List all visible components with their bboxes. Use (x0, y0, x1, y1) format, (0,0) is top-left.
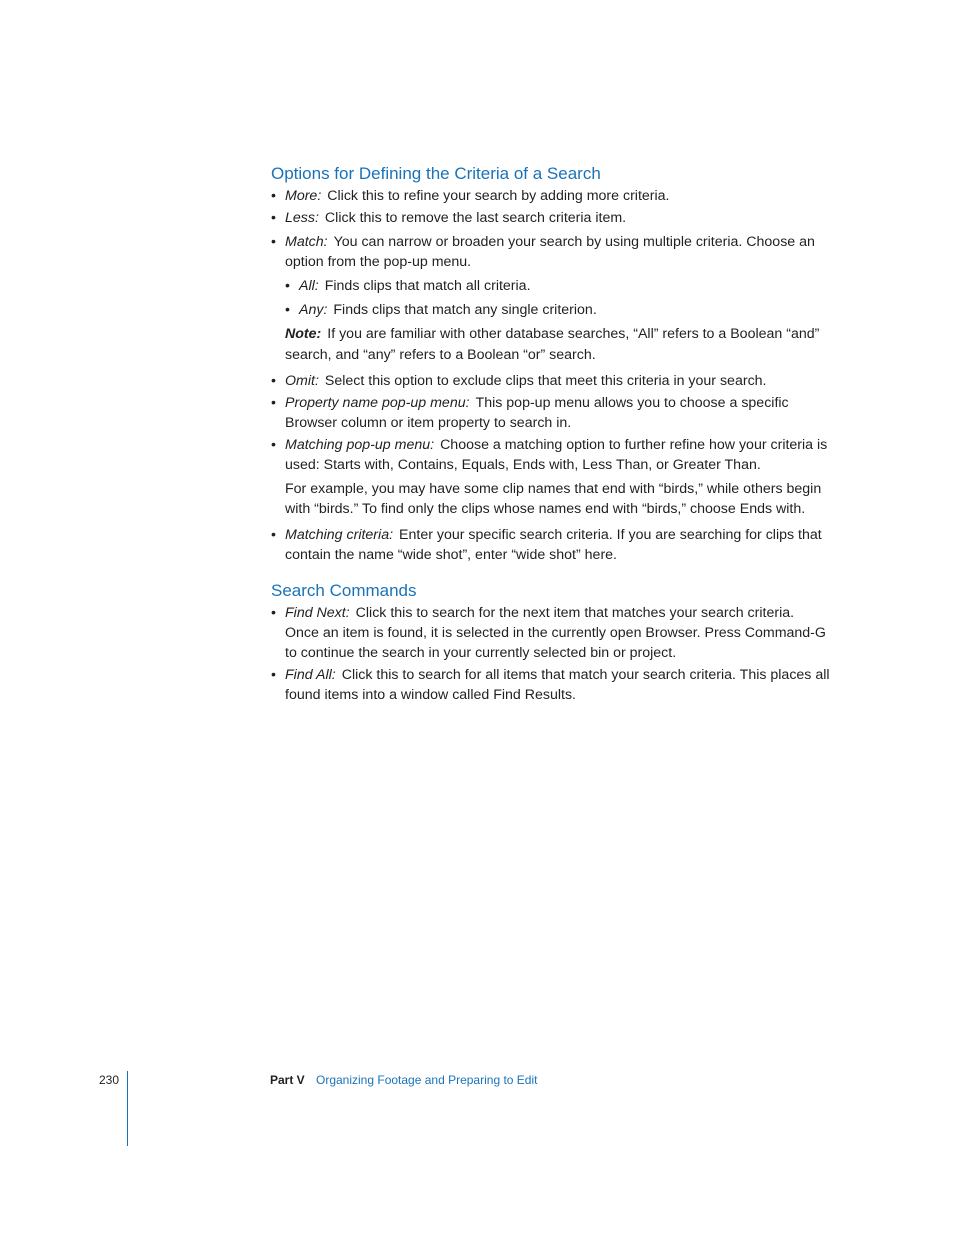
bullet-icon: • (271, 605, 276, 621)
item-term: Omit: (285, 373, 319, 389)
bullet-icon: • (271, 210, 276, 226)
page-footer (0, 1071, 954, 1101)
item-term: Matching criteria: (285, 527, 394, 543)
bullet-icon: • (271, 188, 276, 204)
item-text: Select this option to exclude clips that meet this criteria in your search. (324, 373, 767, 389)
search-commands-list (271, 603, 831, 705)
item-text: Finds clips that match all criteria. (324, 278, 531, 294)
bullet-icon: • (271, 395, 276, 411)
list-item (271, 371, 831, 391)
item-term: Find Next: (285, 605, 350, 621)
note-text: If you are familiar with other database searches, “All” refers to a Boolean “and” search, and “any” refers to a Boolean “or” search. (285, 326, 820, 363)
item-term: Matching pop-up menu: (285, 437, 435, 453)
item-text: Click this to refine your search by adding more criteria. (327, 188, 670, 204)
section-heading-criteria-options: Options for Defining the Criteria of a Search (271, 164, 601, 183)
item-term: Less: (285, 210, 319, 226)
sub-list-item (285, 276, 831, 296)
bullet-icon: • (271, 234, 276, 250)
footer-divider (127, 1071, 128, 1146)
item-text: You can narrow or broaden your search by using multiple criteria. Choose an option from the pop-up menu. (285, 234, 815, 270)
criteria-options-list (271, 186, 831, 565)
list-item (271, 525, 831, 565)
list-item (271, 393, 831, 433)
note-label: Note: (285, 326, 322, 342)
item-term: All: (299, 278, 319, 294)
bullet-icon: • (271, 373, 276, 389)
list-item (271, 208, 831, 228)
bullet-icon: • (271, 667, 276, 683)
list-item (271, 435, 831, 519)
page-content (271, 162, 831, 705)
list-item (271, 186, 831, 206)
sub-list-item (285, 300, 831, 320)
item-text: Enter your specific search criteria. If you are searching for clips that contain the name “wide shot”, enter “wide shot” here. (285, 527, 822, 563)
item-text: Click this to remove the last search criteria item. (324, 210, 627, 226)
item-text: Finds clips that match any single criterion. (333, 302, 597, 318)
item-term: More: (285, 188, 322, 204)
list-item (271, 603, 831, 663)
example-paragraph: For example, you may have some clip names that end with “birds,” while others begin with “birds.” To find only the clips whose names end with “birds,” choose Ends with. (285, 481, 822, 517)
item-text: Click this to search for the next item that matches your search criteria. Once an item is found, it is selected in the currently open Browser. Press Command-G to continue the search in your currently selected bin or project. (285, 605, 826, 661)
item-text: Click this to search for all items that match your search criteria. This places all found items into a window called Find Results. (285, 667, 830, 703)
item-term: Property name pop-up menu: (285, 395, 470, 411)
match-sub-list (285, 276, 831, 320)
item-term: Any: (299, 302, 328, 318)
list-item (271, 665, 831, 705)
list-item (271, 232, 831, 365)
item-text: This pop-up menu allows you to choose a specific Browser column or item property to search in. (285, 395, 789, 431)
part-label: Part V (270, 1073, 305, 1087)
bullet-icon: • (285, 278, 290, 294)
item-term: Match: (285, 234, 328, 250)
bullet-icon: • (271, 527, 276, 543)
bullet-icon: • (271, 437, 276, 453)
item-term: Find All: (285, 667, 336, 683)
note-paragraph (285, 324, 831, 365)
page-number: 230 (99, 1073, 120, 1087)
bullet-icon: • (285, 302, 290, 318)
section-heading-search-commands: Search Commands (271, 581, 417, 600)
part-title: Organizing Footage and Preparing to Edit (316, 1073, 538, 1087)
item-text: Choose a matching option to further refine how your criteria is used: Starts with, Contains, Equals, Ends with, Less Than, or Greater Than. (285, 437, 828, 473)
